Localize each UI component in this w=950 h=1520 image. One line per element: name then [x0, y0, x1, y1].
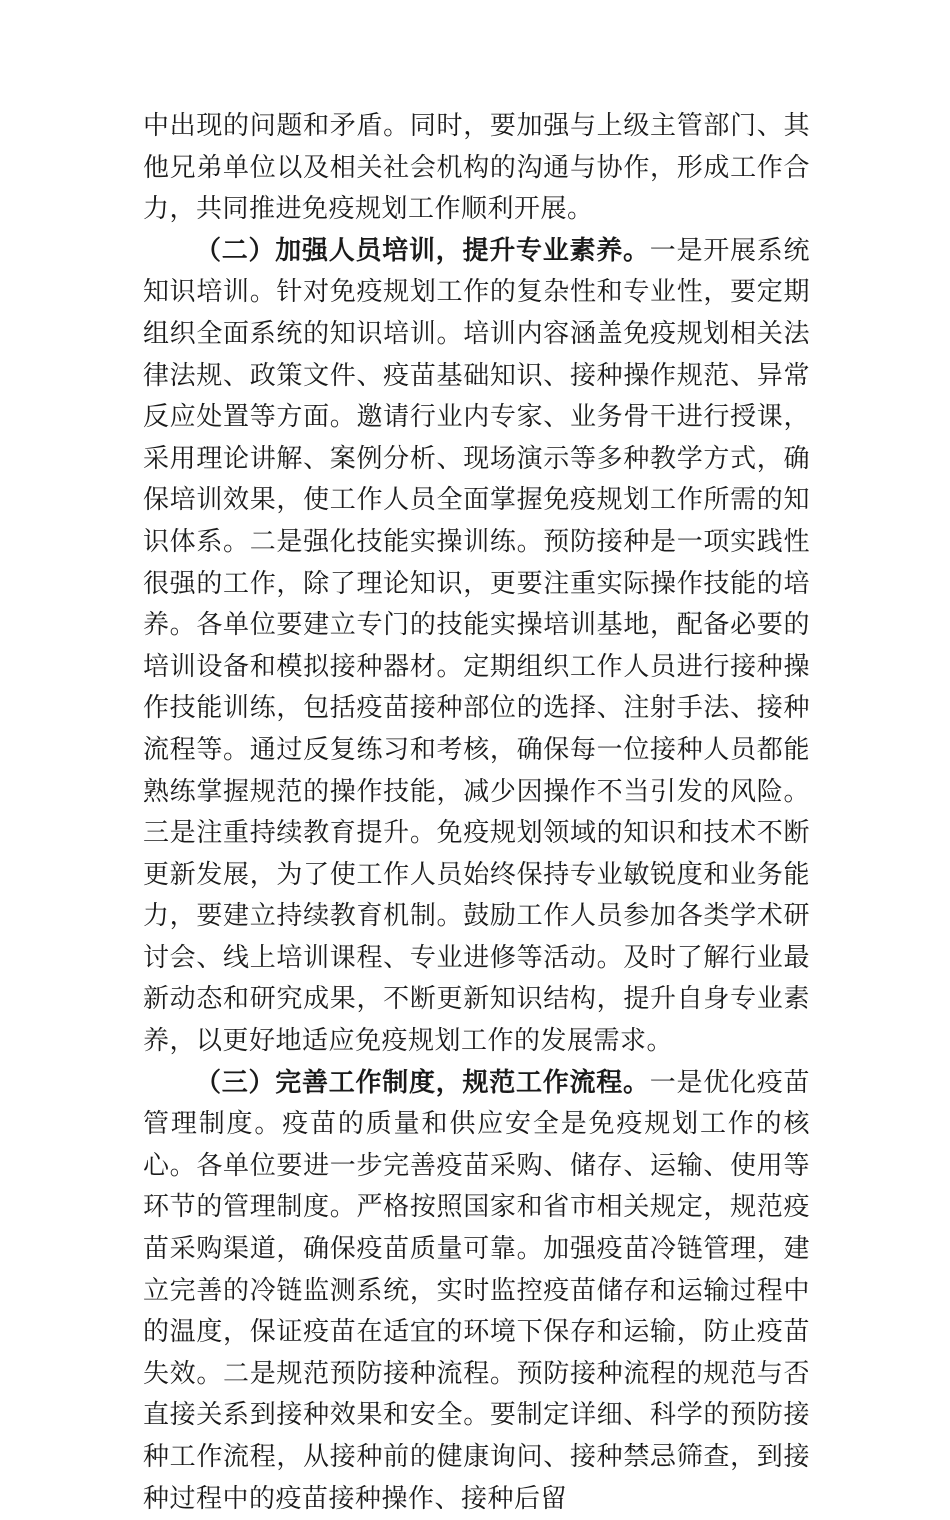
paragraph-text: 一是开展系统知识培训。针对免疫规划工作的复杂性和专业性，要定期组织全面系统的知识培训。培训内容涵盖免疫规划相关法律法规、政策文件、疫苗基础知识、接种操作规范、异常反应处置等方面。邀请行业内专家、业务骨干进行授课，采用理论讲解、案例分析、现场演示等多种教学方式，确保培训效果，使工作人员全面掌握免疫规划工作所需的知识体系。二是强化技能实操训练。预防接种是一项实践性很强的工作，除了理论知识，更要注重实际操作技能的培养。各单位要建立专门的技能实操培训基地，配备必要的培训设备和模拟接种器材。定期组织工作人员进行接种操作技能训练，包括疫苗接种部位的选择、注射手法、接种流程等。通过反复练习和考核，确保每一位接种人员都能熟练掌握规范的操作技能，减少因操作不当引发的风险。三是注重持续教育提升。免疫规划领域的知识和技术不断更新发展，为了使工作人员始终保持专业敏锐度和业务能力，要建立持续教育机制。鼓励工作人员参加各类学术研讨会、线上培训课程、专业进修等活动。及时了解行业最新动态和研究成果，不断更新知识结构，提升自身专业素养，以更好地适应免疫规划工作的发展需求。: [143, 235, 810, 1057]
section-heading: （三）完善工作制度，规范工作流程。: [195, 1067, 650, 1098]
body-text: [143, 106, 810, 1520]
section-heading: （二）加强人员培训，提升专业素养。: [195, 235, 650, 266]
paragraph-continuation: [143, 106, 810, 231]
paragraph-staff-training: [143, 231, 810, 1063]
paragraph-work-system: [143, 1063, 810, 1520]
paragraph-text: 一是优化疫苗管理制度。疫苗的质量和供应安全是免疫规划工作的核心。各单位要进一步完善疫苗采购、储存、运输、使用等环节的管理制度。严格按照国家和省市相关规定，规范疫苗采购渠道，确保疫苗质量可靠。加强疫苗冷链管理，建立完善的冷链监测系统，实时监控疫苗储存和运输过程中的温度，保证疫苗在适宜的环境下保存和运输，防止疫苗失效。二是规范预防接种流程。预防接种流程的规范与否直接关系到接种效果和安全。要制定详细、科学的预防接种工作流程，从接种前的健康询问、接种禁忌筛查，到接种过程中的疫苗接种操作、接种后留: [143, 1067, 810, 1514]
paragraph-text: 中出现的问题和矛盾。同时，要加强与上级主管部门、其他兄弟单位以及相关社会机构的沟通与协作，形成工作合力，共同推进免疫规划工作顺利开展。: [143, 111, 810, 225]
